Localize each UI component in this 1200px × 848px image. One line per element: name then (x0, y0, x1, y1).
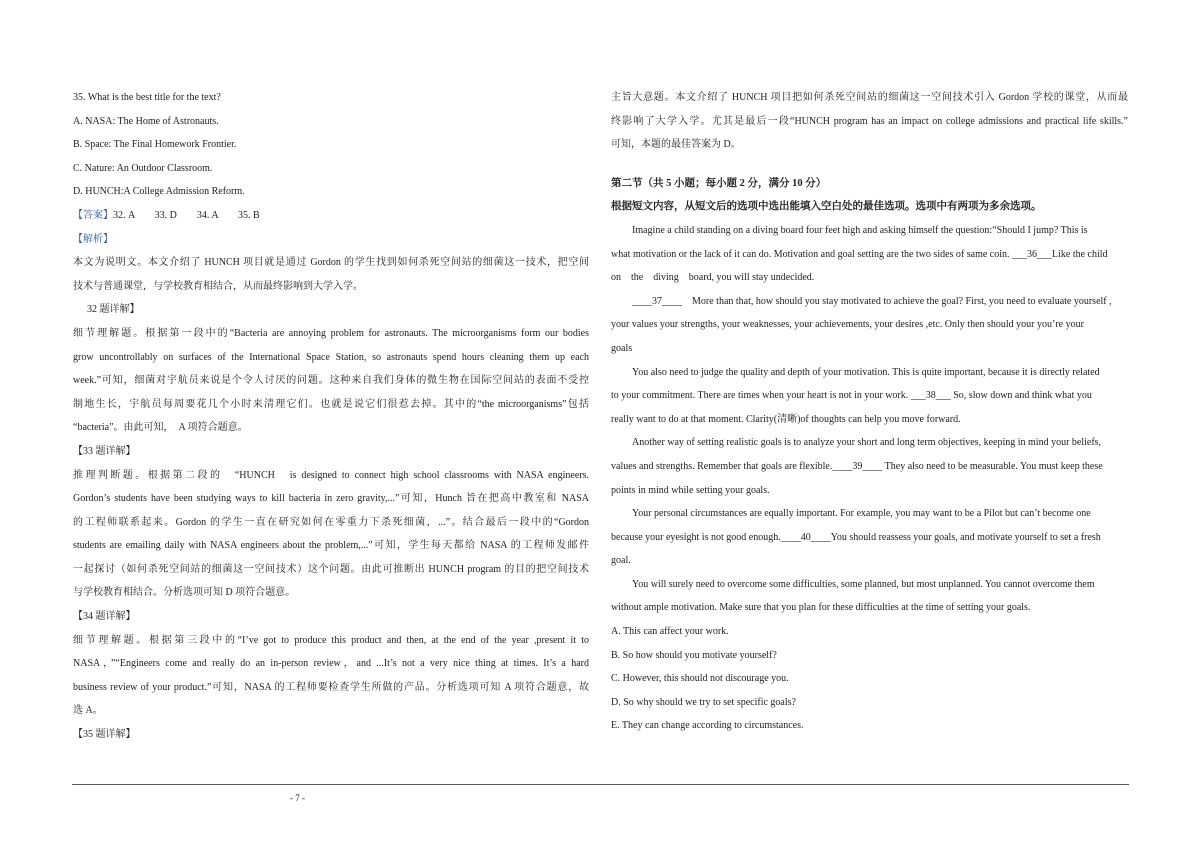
q35-line-2: 终影响了大学入学。尤其是最后一段“HUNCH program has an impact on college admissions and practical life skills.” (611, 115, 1128, 127)
q33-heading: 【33 题详解】 (73, 445, 136, 457)
blank-40: ____40____ (780, 531, 831, 543)
answer-label: 【答案】 (73, 209, 113, 221)
intro-line-2: 技术与普通课堂，与学校教育相结合，从而最终影响到大学入学。 (73, 280, 363, 292)
p4-line-1: Another way of setting realistic goals is to analyze your short and long term objectives, keeping in mind your beliefs, (632, 437, 1102, 449)
p5-line-2 (611, 530, 1128, 554)
blank-38: ___38___ (910, 390, 951, 402)
p4-line-3: points in mind while setting your goals. (611, 484, 770, 496)
p2-line-1 (611, 294, 1128, 318)
analysis-label: 【解析】 (73, 233, 113, 245)
blank-37: ____37____ (632, 295, 682, 307)
page-number: - 7 - (290, 793, 305, 803)
choice-a: A. This can affect your work. (611, 626, 729, 638)
q32-line-2: grow uncontrollably on surfaces of the International Space Station, so astronauts spend hours cleaning them up each (73, 351, 589, 363)
choice-c: C. However, this should not discourage you. (611, 673, 789, 685)
option-a: A. NASA: The Home of Astronauts. (73, 115, 219, 127)
q34-line-1: 细节理解题。根据第三段中的“I’ve got to produce this product and then, at the end of the year ,present it to (73, 634, 589, 646)
p1-line-2 (611, 247, 1128, 271)
choice-d: D. So why should we try to set specific goals? (611, 696, 796, 708)
option-b: B. Space: The Final Homework Frontier. (73, 139, 237, 151)
intro-line-1: 本文为说明文。本文介绍了 HUNCH 项目就是通过 Gordon 的学生找到如何杀死空间站的细菌这一技术，把空间 (73, 257, 589, 269)
p3-text-b: So, slow down and think what you (950, 390, 1092, 402)
option-c: C. Nature: An Outdoor Classroom. (73, 162, 213, 174)
footer-divider (72, 784, 1129, 785)
q32-line-5: “bacteria”。由此可知， A 项符合题意。 (73, 422, 248, 434)
q35-line-1: 主旨大意题。本文介绍了 HUNCH 项目把如何杀死空间站的细菌这一空间技术引入 Gordon 学校的课堂，从而最 (611, 92, 1128, 103)
blank-39: ____39____ (832, 460, 883, 472)
q35-heading: 【35 题详解】 (73, 729, 136, 741)
q32-line-1: 细节理解题。根据第一段中的“Bacteria are annoying problem for astronauts. The microorganisms form our bodies (73, 327, 589, 339)
p1-line-3: on the diving board, you will stay undecided. (611, 272, 815, 284)
q32-line-4: 制地生长，宇航员每周要花几个小时来清理它们。也就是说它们很惹去掉。其中的“the microorganisms”包括 (73, 398, 589, 410)
q35-line-3: 可知，本题的最佳答案为 D。 (611, 139, 741, 151)
answer-text: 32. A 33. D 34. A 35. B (113, 209, 260, 221)
q34-heading: 【34 题详解】 (73, 611, 136, 623)
p2-line-3: goals (611, 342, 633, 354)
q33-line-6: 与学校教育相结合。分析选项可知 D 项符合题意。 (73, 587, 296, 599)
q33-line-1: 推理判断题。根据第二段的 “HUNCH is designed to connect high school classrooms with NASA engineers. (73, 469, 589, 481)
q34-line-4: 选 A。 (73, 705, 103, 717)
q33-line-5: 一起探讨（如何杀死空间站的细菌这一空间技术）这个问题。由此可推断出 HUNCH program 的目的把空间技术 (73, 563, 589, 575)
p1-text-a: what motivation or the lack of it can do. Motivation and goal setting are the two sides of same coin. (611, 248, 1013, 260)
q33-line-4: students are emailing daily with NASA engineers about the problem,...”可知，学生每天都给 NASA 的工程师发邮件 (73, 540, 589, 552)
p1-line-1: Imagine a child standing on a diving board four feet high and asking himself the question:“Should I jump? This is (632, 224, 1088, 236)
p3-line-2 (611, 388, 1128, 412)
p1-text-b: Like the child (1052, 248, 1108, 260)
choice-e: E. They can change according to circumstances. (611, 720, 804, 732)
q34-line-3: business review of your product.”可知，NASA 的工程师要检查学生所做的产品。分析选项可知 A 项符合题意，故 (73, 681, 589, 693)
question-35: 35. What is the best title for the text? (73, 92, 221, 103)
p5-text-a: because your eyesight is not good enough. (611, 531, 781, 543)
choice-b: B. So how should you motivate yourself? (611, 649, 777, 661)
p4-text-b: They also need to be measurable. You must keep these (882, 460, 1103, 472)
q32-heading: 32 题详解】 (87, 304, 140, 316)
p5-text-b: You should reassess your goals, and motivate yourself to set a fresh (830, 531, 1101, 543)
p5-line-1: Your personal circumstances are equally important. For example, you may want to be a Pilot but can’t become one (632, 508, 1091, 520)
left-column (73, 90, 589, 751)
q32-line-3: week.”可知，细菌对宇航员来说是个令人讨厌的问题。这种来自我们身体的微生物在国际空间站的表面不受控 (73, 375, 589, 387)
section-title: 第二节（共 5 小题；每小题 2 分，满分 10 分） (611, 177, 827, 189)
q33-line-3: 的工程师联系起来。Gordon 的学生一直在研究如何在零重力下杀死细菌，...”。结合最后一段中的“Gordon (73, 516, 589, 528)
q34-line-2: NASA，”“Engineers come and really do an in-person review，and ...It’s not a very nice thing at times. It’s a hard (73, 658, 589, 670)
section-instruction: 根据短文内容，从短文后的选项中选出能填入空白处的最佳选项。选项中有两项为多余选项。 (611, 201, 1042, 213)
right-column (611, 90, 1128, 742)
p4-line-2 (611, 459, 1128, 483)
p2-line-2: your values your strengths, your weaknesses, your achievements, your desires ,etc. Only then should your you’re your (611, 319, 1084, 331)
p6-line-1: You will surely need to overcome some difficulties, some planned, but most unplanned. You cannot overcome them (632, 578, 1095, 590)
p2-text: More than that, how should you stay motivated to achieve the goal? First, you need to evaluate yourself , (682, 295, 1112, 307)
p3-line-1: You also need to judge the quality and depth of your motivation. This is quite important, because it is directly related (632, 366, 1100, 378)
q33-line-2: Gordon’s students have been studying ways to kill bacteria in zero gravity,...”可知，Hunch 旨在把高中教室和 NASA (73, 493, 589, 505)
answer-line (73, 208, 589, 232)
option-d: D. HUNCH:A College Admission Reform. (73, 186, 245, 198)
p4-text-a: values and strengths. Remember that goals are flexible. (611, 460, 833, 472)
blank-36: ___36___ (1012, 248, 1053, 260)
spacer (611, 161, 1128, 176)
p3-line-3: really want to do at that moment. Clarity(清晰)of thoughts can help you move forward. (611, 413, 961, 425)
p5-line-3: goal. (611, 555, 631, 567)
p6-line-2: without ample motivation. Make sure that you plan for these difficulties at the time of setting your goals. (611, 602, 1031, 614)
p3-text-a: to your commitment. There are times when your heart is not in your work. (611, 390, 911, 402)
